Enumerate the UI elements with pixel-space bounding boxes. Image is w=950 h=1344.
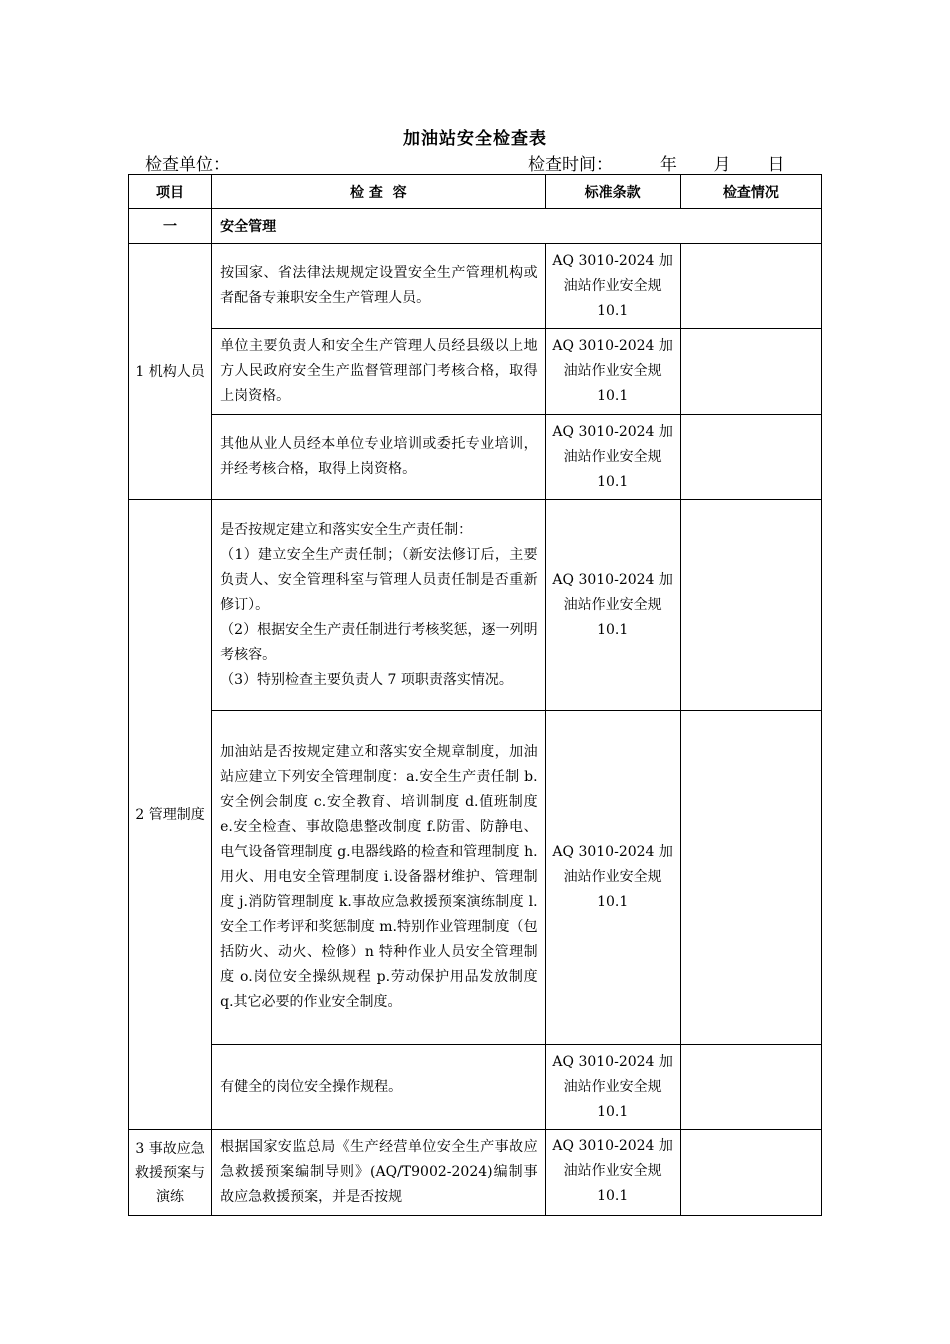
standard-line: AQ 3010-2024 加 (552, 844, 673, 860)
checklist-table (128, 174, 822, 1216)
content-cell: 是否按规定建立和落实安全生产责任制： （1）建立安全生产责任制；（新安法修订后，主要负责人、安全管理科室与管理人员责任制是否重新修订）。 （2）根据安全生产责任制进行考核奖惩，逐一列明考核容。 （3）特别检查主要负责人 7 项职责落实情况。 (212, 500, 545, 711)
standard-line: 10.1 (597, 894, 629, 910)
table-row (129, 244, 822, 329)
header-result: 检查情况 (680, 175, 821, 209)
standard-line: 10.1 (597, 621, 629, 638)
content-cell: 按国家、省法律法规规定设置安全生产管理机构或者配备专兼职安全生产管理人员。 (212, 244, 545, 329)
result-cell[interactable] (680, 500, 821, 711)
standard-line: AQ 3010-2024 加 (552, 1138, 673, 1154)
standard-line: 油站作业安全规 (563, 1163, 662, 1179)
table-row (129, 329, 822, 415)
standard-line: AQ 3010-2024 加 (552, 423, 673, 440)
standard-line: 油站作业安全规 (563, 363, 662, 379)
inspection-unit-label: 检查单位： (145, 155, 230, 175)
content-cell: 单位主要负责人和安全生产管理人员经县级以上地方人民政府安全生产监督管理部门考核合格，取得上岗资格。 (212, 329, 545, 415)
standard-line: 油站作业安全规 (563, 596, 662, 613)
result-cell[interactable] (680, 415, 821, 500)
header-row (129, 175, 822, 209)
standard-cell (545, 244, 680, 329)
standard-line: AQ 3010-2024 加 (552, 571, 673, 588)
standard-line: 油站作业安全规 (563, 277, 662, 294)
item-cell: 1 机构人员 (129, 244, 212, 500)
standard-line: AQ 3010-2024 加 (552, 252, 673, 269)
header-standard: 标准条款 (545, 175, 680, 209)
result-cell[interactable] (680, 1130, 821, 1216)
item-cell: 3 事故应急救援预案与演练 (129, 1130, 212, 1216)
standard-line: 10.1 (597, 1188, 629, 1204)
month-label: 月 (713, 155, 731, 175)
header-content: 检 查 容 (212, 175, 545, 209)
header-item: 项目 (129, 175, 212, 209)
day-label: 日 (767, 155, 785, 175)
standard-cell (545, 329, 680, 415)
content-cell: 根据国家安监总局《生产经营单位安全生产事故应急救援预案编制导则》(AQ/T9002-2024)编制事故应急救援预案，并是否按规 (212, 1130, 545, 1216)
standard-line: 油站作业安全规 (563, 1078, 662, 1095)
section-label: 安全管理 (212, 209, 822, 244)
standard-cell (545, 1045, 680, 1130)
section-number: 一 (129, 209, 212, 244)
inspection-time (528, 150, 784, 175)
standard-cell (545, 415, 680, 500)
result-cell[interactable] (680, 244, 821, 329)
standard-cell (545, 711, 680, 1045)
result-cell[interactable] (680, 329, 821, 415)
standard-line: AQ 3010-2024 加 (552, 338, 673, 354)
standard-line: 10.1 (597, 302, 629, 319)
standard-line: 10.1 (597, 1103, 629, 1120)
standard-cell (545, 1130, 680, 1216)
standard-line: AQ 3010-2024 加 (552, 1053, 673, 1070)
item-cell: 2 管理制度 (129, 500, 212, 1130)
page-title: 加油站安全检查表 (403, 129, 547, 149)
table-row (129, 711, 822, 1045)
table-row (129, 1130, 822, 1216)
standard-line: 10.1 (597, 388, 629, 404)
inspection-time-label: 检查时间： (528, 155, 613, 175)
content-cell: 加油站是否按规定建立和落实安全规章制度，加油站应建立下列安全管理制度：a.安全生产责任制 b.安全例会制度 c.安全教育、培训制度 d.值班制度 e.安全检查、事故隐患整改制度 f.防雷、防静电、电气设备管理制度 g.电器线路的检查和管理制度 h.用火、用电安全管理制度 i.设备器材维护、管理制度 j.消防管理制度 k.事故应急救援预案演练制度 l.安全工作考评和奖惩制度 m.特别作业管理制度（包括防火、动火、检修）n 特种作业人员安全管理制度 o.岗位安全操纵规程 p.劳动保护用品发放制度 q.其它必要的作业安全制度。 (212, 711, 545, 1045)
standard-line: 油站作业安全规 (563, 869, 662, 885)
table-row (129, 1045, 822, 1130)
content-cell: 有健全的岗位安全操作规程。 (212, 1045, 545, 1130)
standard-line: 10.1 (597, 473, 629, 490)
result-cell[interactable] (680, 711, 821, 1045)
table-row (129, 415, 822, 500)
content-cell: 其他从业人员经本单位专业培训或委托专业培训，并经考核合格，取得上岗资格。 (212, 415, 545, 500)
standard-cell (545, 500, 680, 711)
section-row (129, 209, 822, 244)
result-cell[interactable] (680, 1045, 821, 1130)
table-row (129, 500, 822, 711)
year-label: 年 (659, 155, 677, 175)
standard-line: 油站作业安全规 (563, 448, 662, 465)
